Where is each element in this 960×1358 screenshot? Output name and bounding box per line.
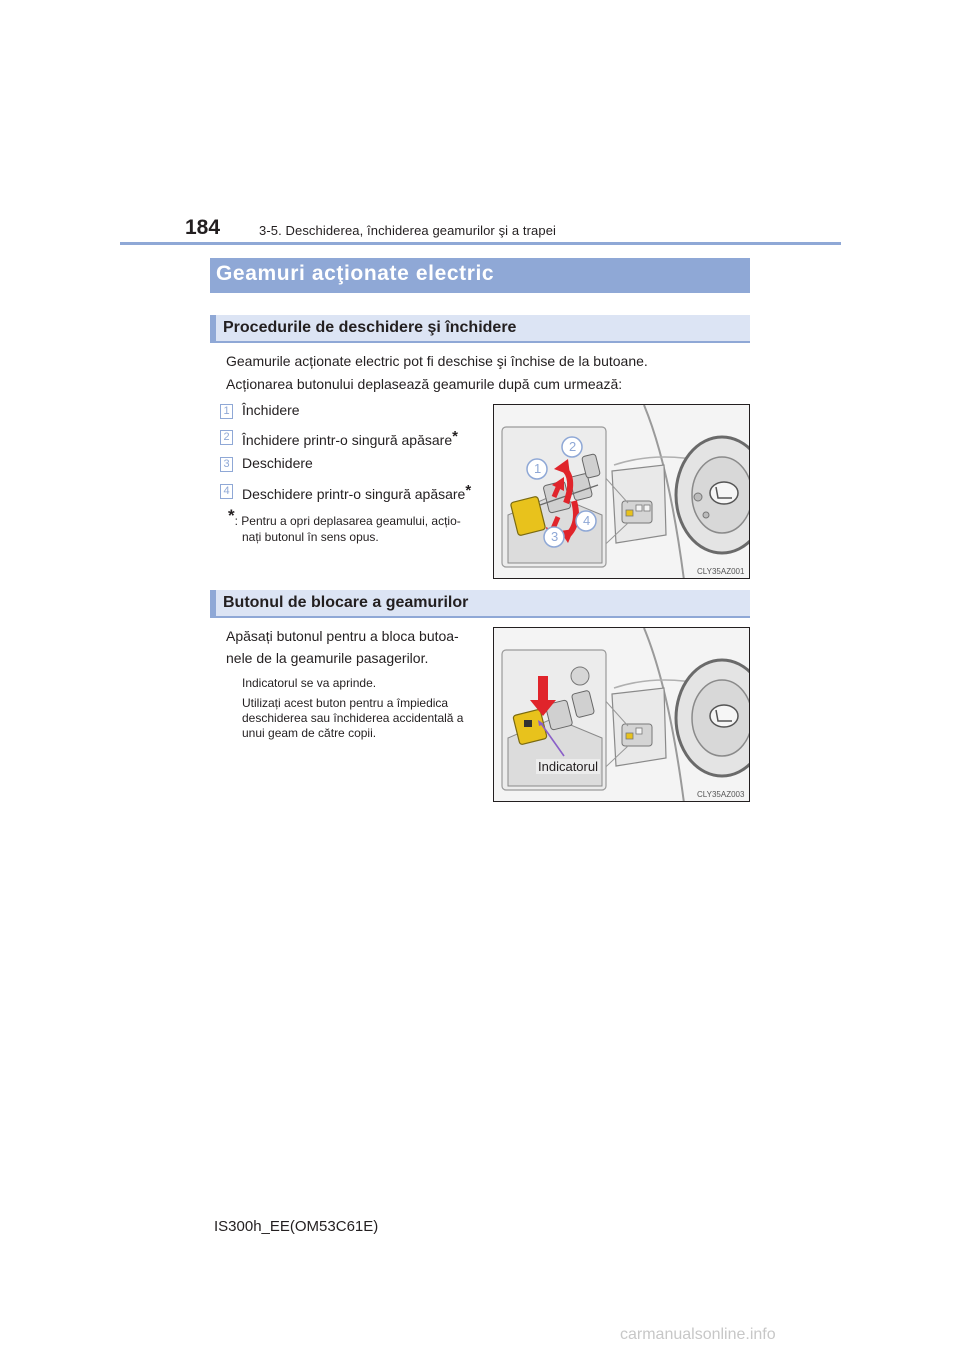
list-item-2 [242,428,458,448]
list-item-label: Deschidere [242,455,313,471]
lock-button-drawing [494,628,750,802]
section-heading-procedures [210,315,750,343]
chapter-title: 3-5. Deschiderea, închiderea geamurilor şi a trapei [259,223,557,238]
list-number-2: 2 [220,430,233,445]
window-switch-illustration [493,404,750,579]
callout-2: 2 [569,439,577,454]
list-item-label: Deschidere printr-o singură apăsare [242,486,466,502]
model-code: IS300h_EE(OM53C61E) [214,1218,379,1235]
header-rule [120,242,841,245]
illustration-code: CLY35AZ003 [697,790,745,799]
lock-note-2-line-3: unui geam de către copii. [242,726,377,740]
footnote-asterisk: * [228,506,235,525]
list-number-3: 3 [220,457,233,472]
callout-3: 3 [551,529,559,544]
lock-note-2-line-2: deschiderea sau închiderea accidentală a [242,711,464,725]
list-item-label: Închidere [242,402,300,418]
section-heading-text: Butonul de blocare a geamurilor [223,594,469,611]
callout-4: 4 [583,513,591,528]
footnote-line-1: : Pentru a opri deplasarea geamului, acțio- [234,514,461,528]
list-number-1: 1 [220,404,233,419]
watermark: carmanualsonline.info [620,1326,776,1343]
lock-button-illustration [493,627,750,802]
footnote-line-2: nați butonul în sens opus. [242,530,379,544]
asterisk-mark: * [465,482,472,499]
lock-note-2-line-1: Utilizați acest buton pentru a împiedica [242,696,449,710]
lock-body-line-2: nele de la geamurile pasagerilor. [226,650,429,666]
illustration-code: CLY35AZ001 [697,567,745,576]
list-item-1 [242,402,300,418]
asterisk-mark: * [452,428,458,445]
main-title-bar [210,258,750,293]
footnote [228,508,461,529]
window-switch-drawing [494,405,750,579]
intro-line-2: Acționarea butonului deplasează geamurile după cum urmează: [226,376,623,392]
indicator-label: Indicatorul [538,759,598,774]
callout-1: 1 [534,461,542,476]
list-item-4 [242,482,471,502]
section-heading-text: Procedurile de deschidere şi închidere [223,319,517,336]
lock-note-1: Indicatorul se va aprinde. [242,676,377,690]
lock-body-line-1: Apăsați butonul pentru a bloca butoa- [226,628,459,644]
list-item-label: Închidere printr-o singură apăsare [242,432,453,448]
list-item-3 [242,455,313,471]
section-heading-lock-button [210,590,750,618]
list-number-4: 4 [220,484,233,499]
main-title: Geamuri acţionate electric [216,262,495,285]
intro-line-1: Geamurile acționate electric pot fi deschise şi închise de la butoane. [226,353,648,369]
page-number: 184 [185,216,221,239]
